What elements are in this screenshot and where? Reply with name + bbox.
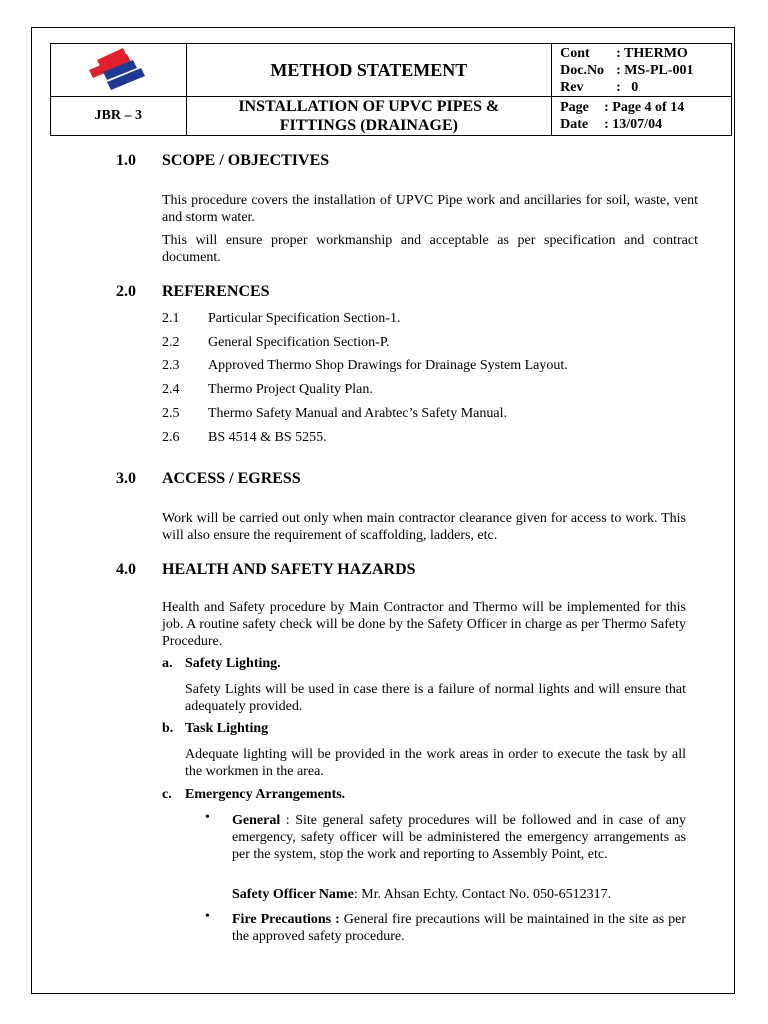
section-number: 1.0 [116,152,136,169]
docno-value: : MS-PL-001 [616,62,694,78]
section-title: REFERENCES [162,283,270,300]
document-header [50,43,732,136]
section-title: HEALTH AND SAFETY HAZARDS [162,561,416,578]
page-value: : Page 4 of 14 [604,100,685,115]
jbr-code: JBR – 3 [51,97,187,136]
bullet-icon: • [205,810,210,825]
date-value: : 13/07/04 [604,117,663,132]
officer-text: : Mr. Ahsan Echty. Contact No. 050-6512317. [353,887,612,902]
safety-officer-line [232,886,686,903]
subtitle-line2: FITTINGS (DRAINAGE) [279,117,458,134]
paragraph: Health and Safety procedure by Main Contractor and Thermo will be implemented for this job. A routine safety check will be done by the Safety Officer in charge as per Thermo Safety Procedure. [162,600,686,649]
page-label: Page [560,100,589,115]
section-number: 4.0 [116,561,136,578]
section-number: 2.0 [116,283,136,300]
paragraph: This will ensure proper workmanship and acceptable as per specification and contract document. [162,233,698,265]
fire-paragraph [232,911,686,945]
fire-text: General fire precautions will be maintained in the site as per the approved safety procedure. [232,912,686,944]
paragraph: Work will be carried out only when main contractor clearance given for access to work. This will also ensure the requirement of scaffolding, ladders, etc. [162,511,686,543]
bullet-icon: • [205,909,210,924]
section-title: ACCESS / EGRESS [162,470,301,487]
paragraph: Safety Lights will be used in case there is a failure of normal lights and will ensure that adequately provided. [185,682,686,714]
officer-label: Safety Officer Name [232,887,354,902]
cont-label: Cont [560,45,590,61]
document-subtitle [186,97,552,136]
paragraph: This procedure covers the installation of UPVC Pipe work and ancillaries for soil, waste, vent and storm water. [162,193,698,225]
meta-top [552,44,732,97]
rev-label: Rev [560,79,584,95]
paragraph: Adequate lighting will be provided in the work areas in order to execute the task by all the workmen in the area. [185,747,686,779]
section-title: SCOPE / OBJECTIVES [162,152,330,169]
general-label: General [232,813,281,828]
fire-label: Fire Precautions : [232,912,340,927]
section-number: 3.0 [116,470,136,487]
document-title: METHOD STATEMENT [186,44,552,97]
meta-bottom [552,97,732,136]
logo-icon [83,46,153,90]
cont-value: : THERMO [616,45,688,61]
date-label: Date [560,117,589,132]
rev-value: : 0 [616,79,639,95]
company-logo [51,44,187,97]
docno-label: Doc.No [560,62,605,78]
general-paragraph [232,812,686,863]
general-text: : Site general safety procedures will be followed and in case of any emergency, safety officer will be administered the emergency arrangements as per the system, stop the work and reporting to Assembly Point, etc. [232,813,686,862]
subtitle-line1: INSTALLATION OF UPVC PIPES & [238,98,500,115]
